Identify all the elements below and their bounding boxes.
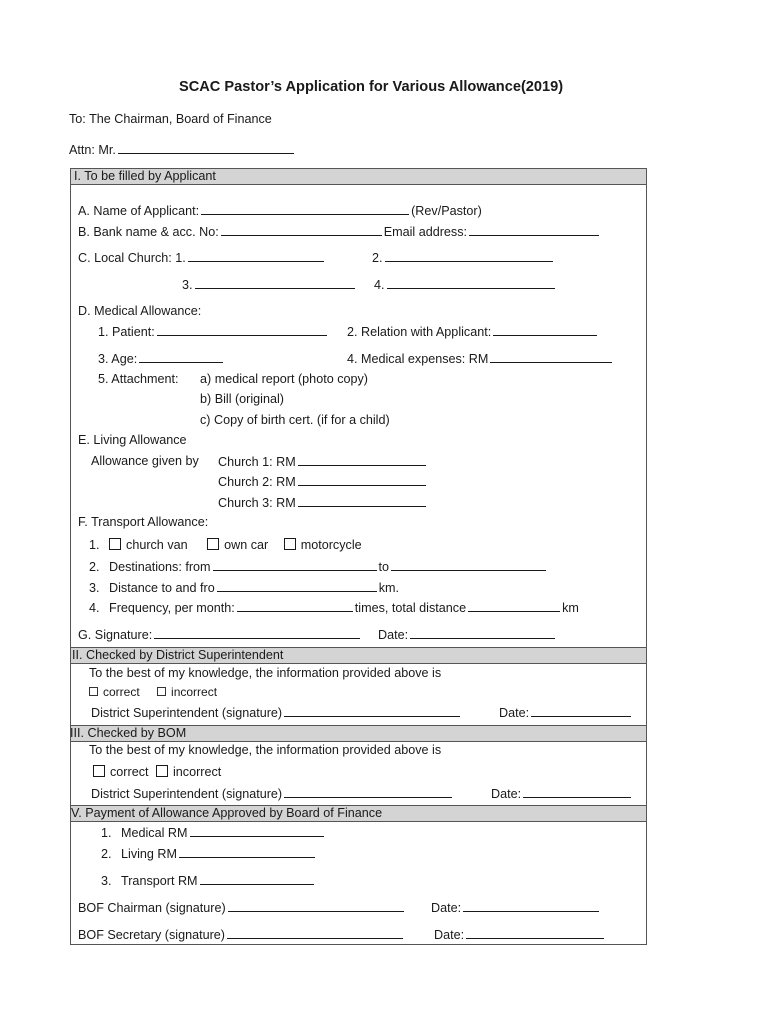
bof-secretary-date-row [434, 927, 606, 943]
section-3-incorrect-checkbox[interactable] [156, 765, 168, 777]
section-4-title: V. Payment of Allowance Approved by Board of Finance [71, 806, 383, 820]
local-church-3-field[interactable] [195, 277, 355, 289]
section-2-date-field[interactable] [531, 705, 631, 717]
payment-medical-field[interactable] [190, 825, 324, 837]
section-2-incorrect-checkbox[interactable] [157, 687, 166, 696]
frequency-field[interactable] [237, 600, 353, 612]
applicant-title-suffix: (Rev/Pastor) [411, 204, 482, 218]
applicant-date-field[interactable] [410, 627, 555, 639]
frequency-times-label: times, total distance [354, 601, 467, 615]
distance-label: Distance to and fro [109, 581, 215, 595]
transport-item-1 [89, 538, 362, 553]
living-church-1-field[interactable] [298, 454, 426, 466]
expenses-row [347, 351, 614, 367]
local-church-4-label: 4. [374, 278, 385, 292]
own-car-checkbox[interactable] [207, 538, 219, 550]
section-3-date-row [491, 786, 633, 802]
payment-transport-row [101, 873, 316, 889]
transport-item-3 [89, 580, 399, 596]
section-2-options [89, 685, 217, 700]
section-4-header [71, 805, 646, 822]
bof-secretary-label: BOF Secretary (signature) [78, 928, 225, 942]
form-title: SCAC Pastor’s Application for Various Allowance(2019) [179, 79, 564, 95]
section-3-correct-checkbox[interactable] [93, 765, 105, 777]
living-church-3-label: Church 3: RM [218, 496, 296, 510]
distance-unit: km. [378, 581, 400, 595]
section-3-statement: To the best of my knowledge, the information provided above is [89, 743, 442, 757]
bof-chairman-date-field[interactable] [463, 900, 599, 912]
relation-label: 2. Relation with Applicant: [347, 325, 492, 339]
section-3-signature-row [91, 786, 454, 802]
section-2-signature-field[interactable] [284, 705, 460, 717]
bof-chairman-label: BOF Chairman (signature) [78, 901, 226, 915]
applicant-date-label: Date: [378, 628, 409, 642]
local-church-1-field[interactable] [188, 250, 324, 262]
living-heading: E. Living Allowance [78, 433, 187, 447]
relation-row [347, 324, 599, 340]
applicant-name-row [78, 203, 482, 219]
age-field[interactable] [139, 351, 223, 363]
destination-from-field[interactable] [213, 559, 377, 571]
living-church-2-row [218, 474, 428, 490]
to-line: To: The Chairman, Board of Finance [69, 112, 272, 126]
section-3-title: III. Checked by BOM [70, 726, 187, 740]
age-label: 3. Age: [98, 352, 138, 366]
section-2-date-label: Date: [499, 706, 530, 720]
local-church-2 [372, 250, 555, 266]
transport-item-2 [89, 559, 548, 575]
bank-label: B. Bank name & acc. No: [78, 225, 219, 239]
attachment-c: c) Copy of birth cert. (if for a child) [200, 413, 390, 427]
section-1-header [71, 168, 646, 185]
motorcycle-checkbox[interactable] [284, 538, 296, 550]
transport-item-4-num: 4. [89, 601, 100, 615]
transport-item-1-num: 1. [89, 538, 100, 552]
payment-living-field[interactable] [179, 846, 315, 858]
local-church-4 [374, 277, 557, 293]
destinations-to-label: to [378, 560, 390, 574]
bof-chairman-date-label: Date: [431, 901, 462, 915]
payment-medical-label: Medical RM [121, 826, 188, 840]
total-distance-field[interactable] [468, 600, 560, 612]
patient-label: 1. Patient: [98, 325, 155, 339]
section-3-signature-field[interactable] [284, 786, 452, 798]
living-church-3-field[interactable] [298, 495, 426, 507]
attn-line [69, 142, 296, 158]
local-church-2-field[interactable] [385, 250, 553, 262]
living-church-1-label: Church 1: RM [218, 455, 296, 469]
section-2-incorrect-label: incorrect [171, 685, 218, 699]
applicant-date-row [378, 627, 557, 643]
applicant-name-field[interactable] [201, 203, 409, 215]
transport-item-3-num: 3. [89, 581, 100, 595]
payment-medical-row [101, 825, 326, 841]
bof-secretary-row [78, 927, 405, 943]
section-2-title: II. Checked by District Superintendent [72, 648, 284, 662]
attn-field[interactable] [118, 142, 294, 154]
expenses-label: 4. Medical expenses: RM [347, 352, 489, 366]
email-label: Email address: [383, 225, 467, 239]
section-3-header [71, 725, 646, 742]
section-2-date-row [499, 705, 633, 721]
age-row [98, 351, 225, 367]
payment-item-2-num: 2. [101, 847, 112, 861]
bof-chairman-field[interactable] [228, 900, 404, 912]
bank-field[interactable] [221, 224, 382, 236]
payment-living-label: Living RM [121, 847, 178, 861]
bof-secretary-field[interactable] [227, 927, 403, 939]
living-given-by: Allowance given by [91, 454, 199, 468]
attachment-b: b) Bill (original) [200, 392, 284, 406]
church-van-label: church van [126, 538, 188, 552]
section-2-statement: To the best of my knowledge, the information provided above is [89, 666, 442, 680]
transport-item-4 [89, 600, 579, 616]
bof-secretary-date-field[interactable] [466, 927, 604, 939]
bof-chairman-date-row [431, 900, 601, 916]
local-church-3-label: 3. [182, 278, 193, 292]
living-church-2-field[interactable] [298, 474, 426, 486]
section-3-correct-label: correct [110, 765, 149, 779]
section-3-date-label: Date: [491, 787, 522, 801]
frequency-unit: km [562, 601, 579, 615]
bof-chairman-row [78, 900, 406, 916]
own-car-label: own car [224, 538, 269, 552]
bof-secretary-date-label: Date: [434, 928, 465, 942]
local-church-2-label: 2. [372, 251, 383, 265]
patient-field[interactable] [157, 324, 327, 336]
section-2-signature-row [91, 705, 462, 721]
section-1-title: I. To be filled by Applicant [74, 169, 216, 183]
living-church-3-row [218, 495, 428, 511]
section-3-options [93, 765, 221, 780]
bank-row [78, 224, 601, 240]
section-2-signature-label: District Superintendent (signature) [91, 706, 283, 720]
transport-item-2-num: 2. [89, 560, 100, 574]
applicant-signature-field[interactable] [154, 627, 360, 639]
section-2-correct-checkbox[interactable] [89, 687, 98, 696]
applicant-name-label: A. Name of Applicant: [78, 204, 200, 218]
attachment-label: 5. Attachment: [98, 372, 179, 386]
destinations-label: Destinations: from [109, 560, 211, 574]
applicant-signature-label: G. Signature: [78, 628, 153, 642]
destination-to-field[interactable] [391, 559, 546, 571]
frequency-label: Frequency, per month: [109, 601, 235, 615]
payment-item-1-num: 1. [101, 826, 112, 840]
relation-field[interactable] [493, 324, 597, 336]
motorcycle-label: motorcycle [300, 538, 362, 552]
section-3-signature-label: District Superintendent (signature) [91, 787, 283, 801]
section-3-incorrect-label: incorrect [173, 765, 222, 779]
payment-item-3-num: 3. [101, 874, 112, 888]
local-church-label: C. Local Church: 1. [78, 251, 186, 265]
church-van-checkbox[interactable] [109, 538, 121, 550]
living-church-1-row [218, 454, 428, 470]
attachment-a: a) medical report (photo copy) [200, 372, 368, 386]
applicant-signature-row [78, 627, 362, 643]
section-3-date-field[interactable] [523, 786, 631, 798]
email-field[interactable] [469, 224, 599, 236]
patient-row [98, 324, 329, 340]
payment-transport-label: Transport RM [121, 874, 198, 888]
medical-heading: D. Medical Allowance: [78, 304, 202, 318]
payment-living-row [101, 846, 317, 862]
section-2-header [71, 647, 646, 664]
section-2-correct-label: correct [103, 685, 140, 699]
distance-field[interactable] [217, 580, 377, 592]
payment-transport-field[interactable] [200, 873, 314, 885]
local-church-4-field[interactable] [387, 277, 555, 289]
local-church-row-1 [78, 250, 326, 266]
expenses-field[interactable] [490, 351, 612, 363]
attn-label: Attn: Mr. [69, 143, 116, 157]
transport-heading: F. Transport Allowance: [78, 515, 209, 529]
living-church-2-label: Church 2: RM [218, 475, 296, 489]
local-church-3 [182, 277, 357, 293]
